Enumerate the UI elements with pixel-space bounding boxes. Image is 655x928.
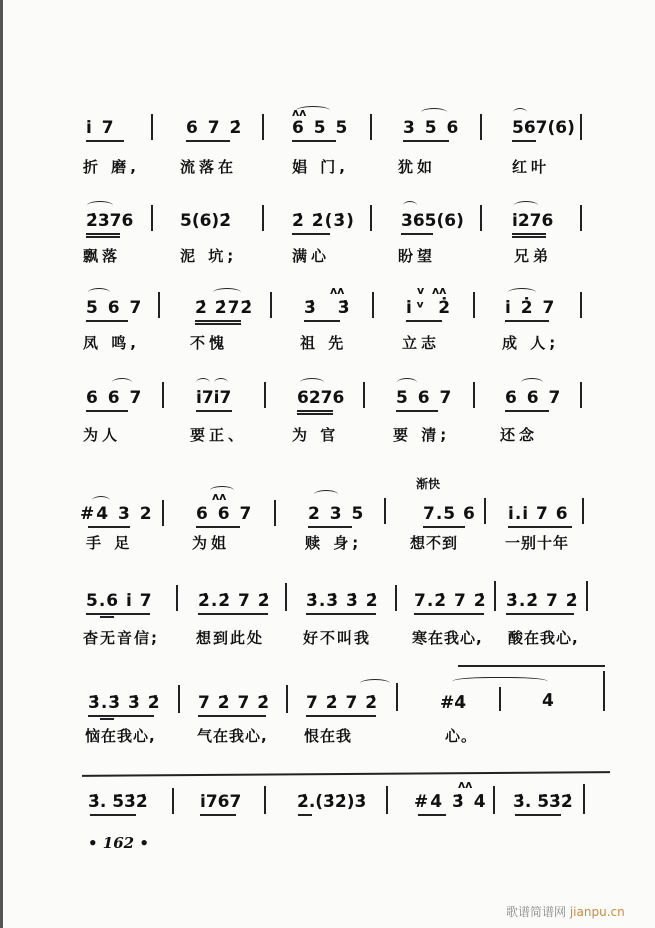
lyric: 酸在我心, [508, 629, 579, 647]
notes: 3̇.2̇ 7 2̇ [506, 591, 579, 611]
bar-line [370, 205, 372, 231]
notes: 3̇.3̇ 3̇ 2̇ [306, 591, 379, 611]
notes: 6 7 2̇ [186, 118, 244, 138]
page-number: • 162 • [88, 834, 149, 852]
bar-line [480, 114, 482, 140]
bar-line [580, 114, 582, 140]
lyric: 想到此处 [196, 629, 265, 647]
notes: 5(6)2̇ [180, 211, 232, 231]
notes: i̇ 2̇ 7 [505, 298, 557, 318]
notes: 3̇. 5̇3̇2̇ [88, 792, 148, 812]
bar-line [286, 685, 288, 713]
notes: 6276 [297, 388, 345, 408]
underline [512, 236, 546, 238]
notes: i̇.i̇ 7 6 [508, 504, 569, 524]
lyric: 心。 [445, 727, 478, 745]
bar-line [473, 292, 475, 318]
bar-line [151, 114, 153, 140]
notes: 6 5 5 [292, 118, 350, 138]
bar-line [158, 292, 160, 318]
lyric: 气在我心, [197, 727, 268, 745]
lyric: 兄弟 [514, 247, 553, 265]
underline [401, 233, 433, 235]
notes: 4̇ [542, 691, 554, 711]
underline [292, 233, 330, 235]
lyric: 成 人; [502, 334, 560, 352]
notes: i̇ 7 [86, 118, 116, 138]
bar-line [583, 784, 585, 814]
underline [515, 814, 561, 816]
bar-line [178, 685, 180, 713]
trill-mark: ʌʌ [212, 490, 227, 503]
underline [90, 814, 136, 816]
underline [306, 715, 376, 717]
slur [521, 378, 543, 387]
watermark-cn: 歌谱简谱网 [506, 905, 567, 919]
bar-line [484, 498, 486, 524]
bar-line [285, 583, 287, 611]
lyric: 不愧 [190, 334, 229, 352]
lyric: 恼在我心, [85, 727, 156, 745]
slur [214, 378, 228, 387]
underline [423, 526, 465, 528]
bar-line [580, 205, 582, 231]
underline [86, 140, 124, 142]
bar-line [499, 687, 501, 711]
slur [421, 108, 447, 117]
slur [397, 378, 417, 387]
underline [292, 140, 336, 142]
bar-line [370, 114, 372, 140]
underline [304, 320, 340, 322]
notes: 6 6 7 [505, 388, 563, 408]
notes: 2̇.2̇ 7 2̇ [198, 591, 271, 611]
lyric: 好不叫我 [303, 629, 372, 647]
lyric: 寒在我心, [412, 629, 483, 647]
notes: 6 6 7 [86, 388, 144, 408]
underline [195, 320, 241, 322]
lyric: 杳无音信; [83, 629, 159, 647]
breath-mark: v [417, 284, 425, 297]
underline [508, 526, 572, 528]
slur [88, 288, 110, 297]
lyric: 祖 先 [300, 334, 348, 352]
lyric: 立志 [402, 334, 441, 352]
underline [414, 613, 484, 615]
slur [300, 378, 324, 387]
notes: 3 5 6 [403, 118, 461, 138]
underline [512, 233, 546, 235]
underline [86, 613, 150, 615]
notes: 2̇.(3̇2̇)3̇ [297, 792, 367, 812]
bar-line [172, 788, 174, 814]
lyric: 手 足 [86, 534, 134, 552]
tie-bracket [458, 665, 605, 667]
underline [306, 613, 376, 615]
underline [200, 814, 236, 816]
bar-line [151, 205, 153, 231]
slur [514, 201, 538, 210]
bar-line [480, 205, 482, 231]
bar-line [395, 585, 397, 611]
underline [196, 410, 232, 412]
trill-mark: ʌʌ [432, 284, 447, 297]
underline [88, 715, 154, 717]
underline [100, 718, 114, 720]
underline [86, 236, 120, 238]
page-left-edge [0, 0, 3, 928]
slur [87, 201, 113, 210]
lyric: 要正、 [190, 426, 248, 444]
bar-line [603, 671, 605, 711]
slur [314, 490, 338, 499]
lyric: 泥 坑; [180, 247, 238, 265]
underline [88, 526, 130, 528]
underline [86, 320, 128, 322]
bar-line [274, 500, 276, 526]
lyric: 折 磨, [83, 158, 140, 176]
slur [112, 378, 132, 387]
watermark [506, 903, 625, 920]
trill-mark: ʌʌ [458, 778, 473, 791]
slur [513, 108, 527, 117]
notes: i̇7i̇7 [196, 388, 232, 408]
underline [86, 410, 128, 412]
lyric: 犹如 [398, 158, 437, 176]
lyric: 飘落 [83, 247, 122, 265]
notes: 2̇ 2̇72̇ [195, 298, 254, 318]
bar-line [363, 382, 365, 408]
lyric: 要 清; [393, 426, 451, 444]
underline [186, 140, 230, 142]
notes: 7 2̇ 7 2̇ [306, 693, 379, 713]
notes: 3̇. 5̇3̇2̇ [513, 792, 573, 812]
bar-line [580, 292, 582, 318]
tempo-mark: 渐快 [416, 477, 441, 491]
notes: i̇276 [512, 211, 554, 231]
bar-line [264, 382, 266, 408]
trill-mark: ʌʌ [292, 106, 307, 119]
bar-line [162, 500, 164, 526]
bar-line [270, 292, 272, 318]
bar-line [473, 382, 475, 408]
underline [396, 410, 438, 412]
notes: 6 6 7 [196, 504, 254, 524]
bar-line [396, 683, 398, 711]
underline [298, 814, 312, 816]
underline [198, 715, 266, 717]
slur [360, 679, 390, 688]
underline [297, 413, 333, 415]
underline [418, 814, 446, 816]
bar-line [162, 382, 164, 408]
notes: i̇ᵛ 2̇ [406, 298, 455, 318]
underline [406, 320, 442, 322]
notes: 5 6 7 [86, 298, 144, 318]
notes: 5.6 i̇ 7 [86, 591, 153, 611]
bar-line [582, 498, 584, 524]
notes: #4 3 2 [80, 504, 154, 524]
underline [512, 140, 536, 142]
lyric: 红叶 [512, 158, 551, 176]
bar-line [264, 786, 266, 814]
slur [508, 288, 536, 297]
lyric: 恨在我 [304, 727, 353, 745]
bar-line [262, 114, 264, 140]
lyric: 一别十年 [505, 534, 570, 552]
lyric: 为 官 [292, 426, 340, 444]
notes: 567(6) [512, 118, 575, 138]
lyric: 赎 身; [305, 534, 363, 552]
lyric: 娼 门, [292, 158, 349, 176]
slur [403, 201, 417, 210]
notes: 2 3 5 [308, 504, 366, 524]
bar-line [494, 581, 496, 611]
notes: #4̇ [440, 693, 467, 713]
notes: 7 2̇ 7 2̇ [198, 693, 271, 713]
underline [308, 526, 352, 528]
underline [506, 613, 574, 615]
underline [505, 320, 549, 322]
bar-line [384, 498, 386, 524]
lyric: 流落在 [180, 158, 238, 176]
underline [196, 526, 240, 528]
notes: 7.2̇ 7 2̇ [414, 591, 487, 611]
trill-mark: ʌʌ [330, 284, 345, 297]
bar-line [586, 581, 588, 611]
bar-line [493, 786, 495, 814]
lyric: 凤 鸣, [83, 334, 140, 352]
notes: #4̇ 3̇ 4̇ [414, 792, 488, 812]
lyric: 想不到 [410, 534, 459, 552]
underline [86, 233, 120, 235]
underline [297, 410, 333, 412]
notes: 365(6) [401, 211, 464, 231]
notes: 3̇ 3̇ [304, 298, 358, 318]
notes: 7.5 6 [423, 504, 476, 524]
notes: i̇767 [200, 792, 242, 812]
notes: 5 6 7 [396, 388, 454, 408]
slur [213, 288, 241, 297]
slur [196, 378, 210, 387]
notes: 3̇.3̇ 3̇ 2̇ [88, 693, 161, 713]
lyric: 盼望 [398, 247, 437, 265]
underline [505, 410, 549, 412]
notes: 2̇376 [86, 211, 134, 231]
underline [198, 613, 268, 615]
section-divider [82, 771, 610, 777]
lyric: 为人 [83, 426, 122, 444]
bar-line [262, 205, 264, 231]
watermark-en: jianpu.cn [569, 905, 625, 919]
bar-line [580, 382, 582, 408]
notes: 2̇ 2̇(3̇) [292, 211, 355, 231]
underline [403, 140, 449, 142]
lyric: 还念 [500, 426, 539, 444]
bar-line [386, 786, 388, 814]
underline [195, 323, 241, 325]
bar-line [176, 585, 178, 611]
underline [100, 616, 114, 618]
lyric: 满心 [292, 247, 331, 265]
lyric: 为姐 [192, 534, 231, 552]
bar-line [372, 292, 374, 318]
